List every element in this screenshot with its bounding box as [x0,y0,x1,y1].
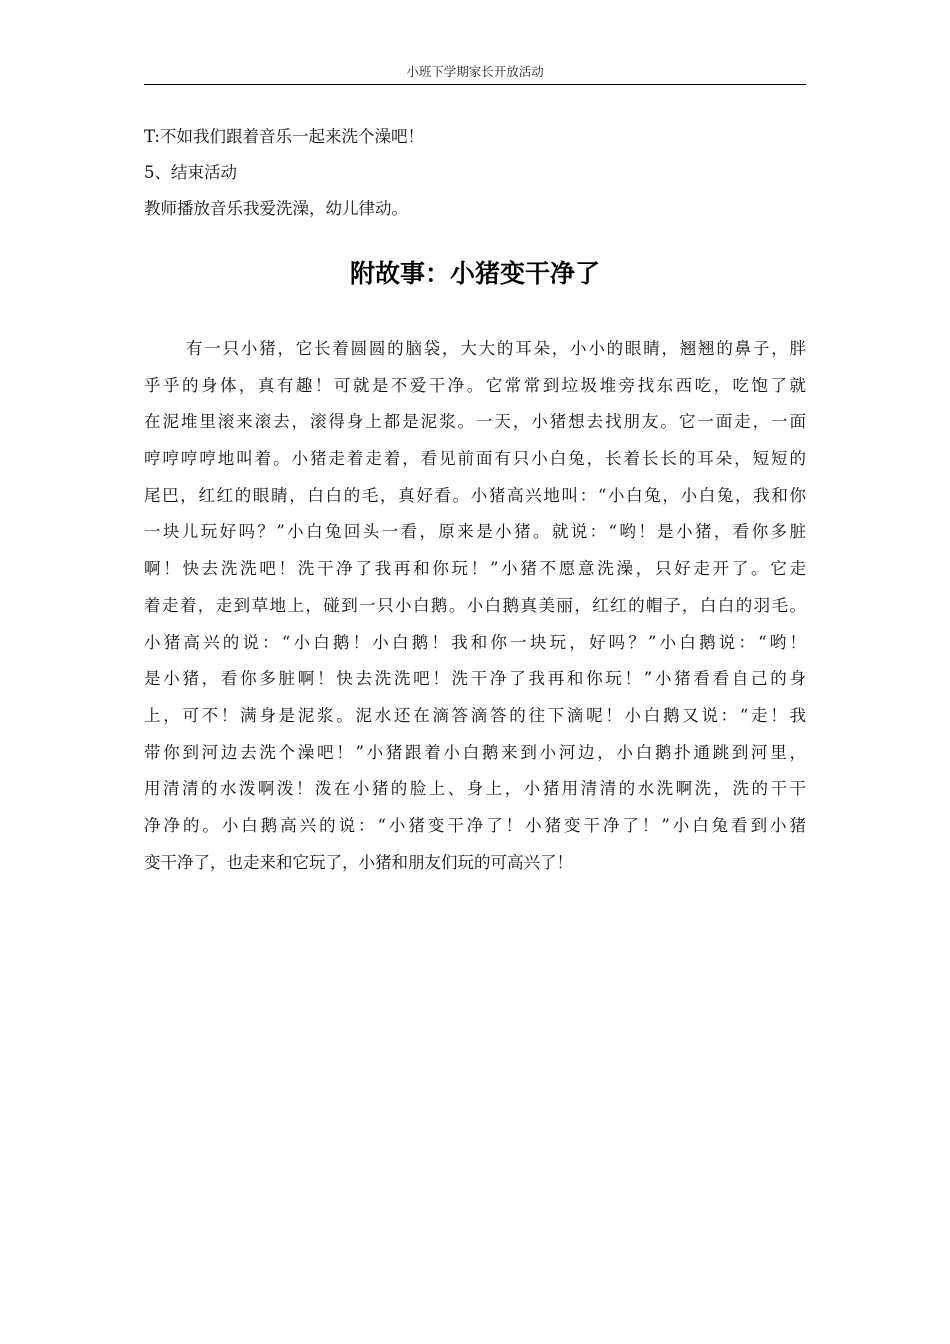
story-line: 着走着，走到草地上，碰到一只小白鹅。小白鹅真美丽，红红的帽子，白白的羽毛。 [144,595,806,615]
story-line: 是小猪，看你多脏啊！快去洗洗吧！洗干净了我再和你玩！”小猪看看自己的身 [144,669,806,689]
story-line: 乎乎的身体，真有趣！可就是不爱干净。它常常到垃圾堆旁找东西吃，吃饱了就 [144,375,806,395]
story-line: 带你到河边去洗个澡吧！”小猪跟着小白鹅来到小河边，小白鹅扑通跳到河里， [144,742,806,762]
story-line: 一块儿玩好吗？”小白兔回头一看，原来是小猪。就说：“哟！是小猪，看你多脏 [144,522,806,542]
story-line: 用清清的水泼啊泼！泼在小猪的脸上、身上，小猪用清清的水洗啊洗，洗的干干 [144,779,806,799]
story-body [144,335,806,885]
story-line: 有一只小猪，它长着圆圆的脑袋，大大的耳朵，小小的眼睛，翘翘的鼻子，胖 [186,339,806,358]
intro-line: T:不如我们跟着音乐一起来洗个澡吧！ [144,127,424,146]
page-header [144,62,806,85]
intro-line: 教师播放音乐我爱洗澡，幼儿律动。 [144,199,408,218]
story-line: 哼哼哼哼地叫着。小猪走着走着，看见前面有只小白兔，长着长长的耳朵，短短的 [144,449,806,469]
story-line: 在泥堆里滚来滚去，滚得身上都是泥浆。一天，小猪想去找朋友。它一面走，一面 [144,412,806,432]
story-title: 附故事：小猪变干净了 [349,259,600,288]
story-line: 变干净了，也走来和它玩了，小猪和朋友们玩的可高兴了！ [144,852,573,872]
intro-section [144,124,806,232]
running-title: 小班下学期家长开放活动 [406,64,544,79]
story-line: 净净的。小白鹅高兴的说：“小猪变干净了！小猪变干净了！”小白兔看到小猪 [144,815,806,835]
story-line: 小猪高兴的说：“小白鹅！小白鹅！我和你一块玩，好吗？”小白鹅说：“哟！ [144,632,806,652]
story-line: 上，可不！满身是泥浆。泥水还在滴答滴答的往下滴呢！小白鹅又说：“走！我 [144,705,806,725]
story-line: 啊！快去洗洗吧！洗干净了我再和你玩！”小猪不愿意洗澡，只好走开了。它走 [144,559,806,579]
intro-line: 5、结束活动 [144,163,237,182]
story-line: 尾巴，红红的眼睛，白白的毛，真好看。小猪高兴地叫：“小白兔，小白兔，我和你 [144,485,806,505]
